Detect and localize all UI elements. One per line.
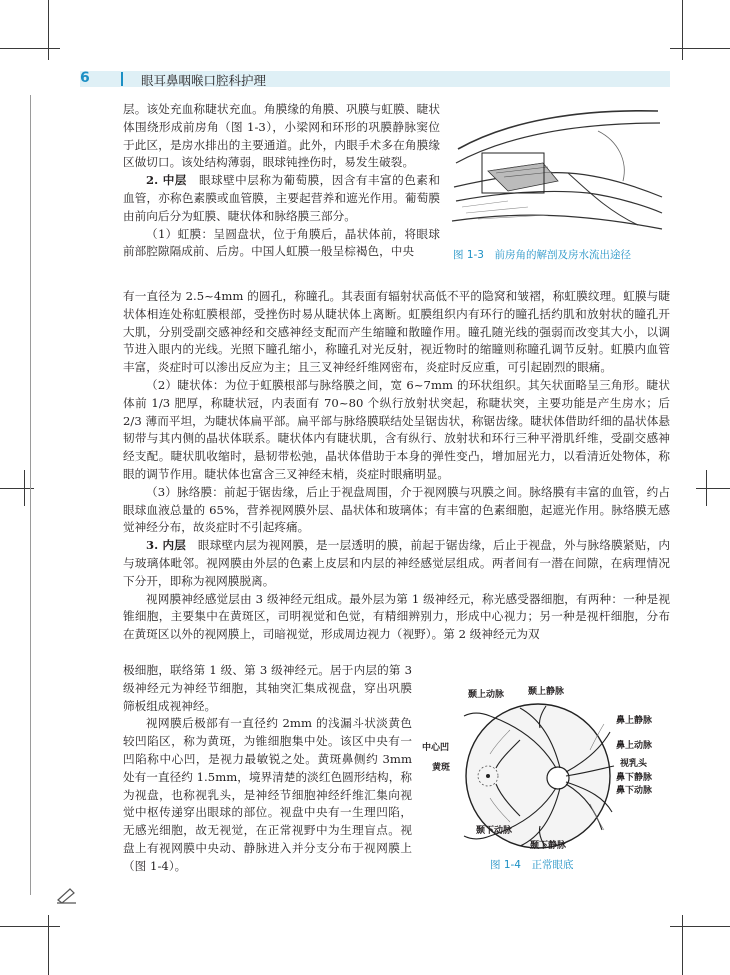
paragraph-choroid: （3）脉络膜：前起于锯齿缘，后止于视盘周围，介于视网膜与巩膜之间。脉络膜有丰富的血管，约占眼球血液总量的 65%，营养视网膜外层、晶状体和玻璃体；有丰富的色素细胞，起遮光作用。脉络膜无感觉神经分布，故炎症时不引起疼痛。 — [123, 484, 670, 535]
anterior-chamber-angle-figure — [448, 101, 670, 241]
running-title: 眼耳鼻咽喉口腔科护理 — [141, 73, 267, 88]
paragraph-middle-layer — [123, 172, 440, 225]
label-nasal-inferior-vein: 鼻下静脉 — [616, 773, 653, 783]
section-heading: 3. 内层 — [146, 538, 187, 553]
header-divider — [121, 72, 123, 86]
paragraph-limbus: 层。该处充血称睫状充血。角膜缘的角膜、巩膜与虹膜、睫状体围绕形成前房角（图 1-3），小梁网和环形的巩膜静脉窦位于此区，是房水排出的主要通道。此外，内眼手术多在角膜缘区做切口。该处结构薄弱，眼球钝挫伤时，易发生破裂。 — [123, 102, 440, 170]
label-nasal-superior-artery: 鼻上动脉 — [616, 741, 653, 751]
crop-mark — [670, 926, 730, 927]
crop-mark — [48, 915, 49, 975]
section-text: 眼球壁内层为视网膜，是一层透明的膜，前起于锯齿缘，后止于视盘，外与脉络膜紧贴，内与玻璃体毗邻。视网膜由外层的色素上皮层和内层的神经感觉层组成。两者间有一潜在间隙，在病理情况下分开，即称为视网膜脱离。 — [123, 538, 670, 588]
text-column-full — [123, 288, 670, 644]
label-temporal-inferior-artery: 颞下动脉 — [476, 826, 513, 836]
crop-mark — [0, 48, 60, 49]
label-fovea: 中心凹 — [422, 743, 450, 753]
crop-mark — [682, 0, 683, 60]
label-temporal-inferior-vein: 颞下静脉 — [530, 841, 567, 851]
paragraph-iris-cont: 有一直径为 2.5~4mm 的圆孔，称瞳孔。其表面有辐射状高低不平的隐窝和皱褶，称虹膜纹理。虹膜与睫状体相连处称虹膜根部，受挫伤时易从睫状体上离断。虹膜组织内有环行的瞳孔括约肌和放射状的瞳孔开大肌，分别受副交感神经和交感神经支配而产生缩瞳和散瞳作用。瞳孔随光线的强弱而改变其大小，以调节进入眼内的光线。光照下瞳孔缩小，称瞳孔对光反射，视近物时的缩瞳则称瞳孔调节反射。虹膜内血管丰富，炎症时可以渗出反应为主；且三叉神经纤维网密布，炎症时反应重，可引起剧烈的眼痛。 — [123, 289, 670, 375]
crop-mark — [48, 0, 49, 60]
label-temporal-superior-vein: 颞上静脉 — [528, 687, 565, 697]
paragraph-iris-start: （1）虹膜：呈圆盘状，位于角膜后，晶状体前，将眼球前部腔隙隔成前、后房。中国人虹膜一般呈棕褐色，中央 — [123, 226, 440, 259]
section-heading: 2. 中层 — [146, 173, 187, 188]
text-column-bottom — [123, 662, 412, 876]
paragraph-retina: 视网膜神经感觉层由 3 级神经元组成。最外层为第 1 级神经元，称光感受器细胞，有两种：一种是视锥细胞，主要集中在黄斑区，司明视觉和色觉，有精细辨别力，形成中心视力；另一种是视杆细胞，分布在黄斑区以外的视网膜上，司暗视觉，形成周边视力（视野）。第 2 级神经元为双 — [123, 591, 670, 642]
margin-line — [30, 95, 31, 895]
text-column-top — [123, 101, 440, 261]
crop-mark — [670, 48, 730, 49]
paragraph-ciliary: （2）睫状体：为位于虹膜根部与脉络膜之间，宽 6~7mm 的环状组织。其矢状面略呈三角形。睫状体前 1/3 肥厚，称睫状冠，内表面有 70~80 个纵行放射状突起，称睫状突，主要功能是产生房水；后 2/3 薄而平坦，为睫状体扁平部。扁平部与脉络膜联结处呈锯齿状，称锯齿缘。睫状体借助纤细的晶状体悬韧带与其内侧的晶状体联系。睫状体内有睫状肌，含有纵行、放射状和环行三种平滑肌纤维，受副交感神经支配。睫状肌收缩时，悬韧带松弛，晶状体借助于本身的弹性变凸，增加屈光力，以看清近处物体，称眼的调节作用。睫状体也富含三叉神经末梢，炎症时眼痛明显。 — [123, 377, 670, 481]
label-nasal-inferior-artery: 鼻下动脉 — [616, 786, 653, 796]
crop-mark — [0, 488, 34, 489]
page-number: 6 — [80, 70, 90, 86]
paragraph-retina-cont: 极细胞，联络第 1 级、第 3 级神经元。居于内层的第 3 级神经元为神经节细胞，其轴突汇集成视盘，穿出巩膜筛板组成视神经。 — [123, 663, 412, 713]
figure-1-4-caption: 图 1-4 正常眼底 — [490, 859, 574, 871]
paragraph-macula: 视网膜后极部有一直径约 2mm 的浅漏斗状淡黄色较凹陷区，称为黄斑，为锥细胞集中处。该区中央有一凹陷称中心凹，是视力最敏锐之处。黄斑鼻侧约 3mm 处有一直径约 1.5mm，境界清楚的淡红色圆形结构，称为视盘，也称视乳头，是神经节细胞神经纤维汇集向视觉中枢传递穿出眼球的部位。视盘中央有一生理凹陷，无感光细胞，故无视觉，在正常视野中为生理盲点。视盘上有视网膜中央动、静脉进入并分支分布于视网膜上（图 1-4）。 — [123, 716, 412, 873]
crop-mark — [24, 470, 25, 506]
crop-mark — [682, 915, 683, 975]
label-temporal-superior-artery: 颞上动脉 — [468, 690, 505, 700]
crop-mark — [706, 470, 707, 506]
crop-mark — [0, 926, 60, 927]
label-macula: 黄斑 — [432, 763, 451, 773]
paragraph-inner-layer — [123, 537, 670, 590]
crop-mark — [696, 488, 730, 489]
pen-icon — [56, 886, 78, 904]
figure-1-3-caption: 图 1-3 前房角的解剖及房水流出途径 — [453, 249, 631, 261]
label-nasal-superior-vein: 鼻上静脉 — [616, 716, 653, 726]
label-optic-disc: 视乳头 — [620, 759, 648, 769]
section-text: 眼球壁中层称为葡萄膜，因含有丰富的色素和血管，亦称色素膜或血管膜，主要起营养和遮光作用。葡萄膜由前向后分为虹膜、睫状体和脉络膜三部分。 — [123, 173, 440, 223]
